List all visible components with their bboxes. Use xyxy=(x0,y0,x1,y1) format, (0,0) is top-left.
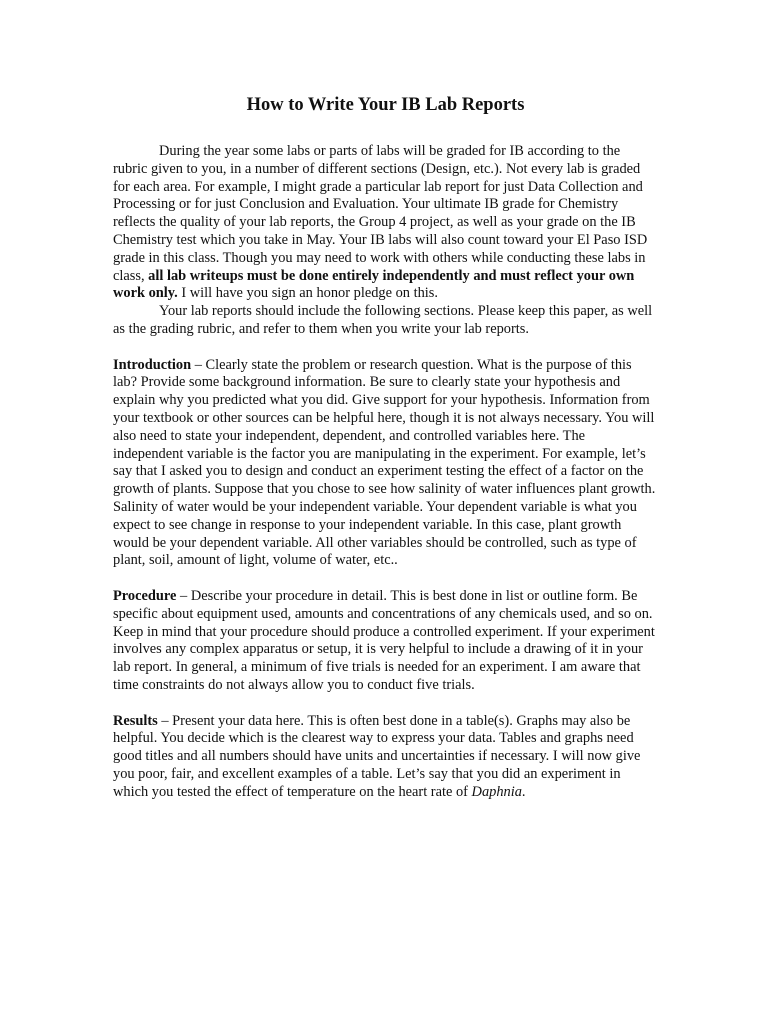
section-body-results: – Present your data here. This is often best done in a table(s). Graphs may also be helpful. You decide which is the clearest way to express your data. Tables and graphs need good titles and all numbers should have units and uncertainties if necessary. I will now give you poor, fair, and excellent examples of a table. Let’s say that you did an experiment in which you tested the effect of temperature on the heart rate of xyxy=(113,712,641,800)
section-heading-introduction: Introduction xyxy=(113,356,192,373)
intro-text-before-bold: During the year some labs or parts of labs will be graded for IB according to the rubric given to you, in a number of different sections (Design, etc.). Not every lab is graded for each area. For example, I might grade a particular lab report for just Data Collection and Processing or for just Conclusion and Evaluation. Your ultimate IB grade for Chemistry reflects the quality of your lab reports, the Group 4 project, as well as your grade on the IB Chemistry test which you take in May. Your IB labs will also count toward your El Paso ISD grade in this class. Though you may need to work with others while conducting these labs in class, xyxy=(113,143,648,284)
section-heading-results: Results xyxy=(113,712,158,729)
intro-text-after-bold: I will have you sign an honor pledge on this. xyxy=(177,285,438,302)
section-heading-procedure: Procedure xyxy=(113,587,177,604)
intro-paragraph-2: Your lab reports should include the following sections. Please keep this paper, as well as the grading rubric, and refer to them when you write your lab reports. xyxy=(113,303,653,337)
document-title: How to Write Your IB Lab Reports xyxy=(246,95,525,115)
section-introduction xyxy=(113,357,658,571)
intro-bold-statement: all lab writeups must be done entirely independently and must reflect your own work only. xyxy=(113,267,635,302)
results-end-punctuation: . xyxy=(521,783,526,800)
section-procedure xyxy=(113,588,658,695)
section-body-procedure: – Describe your procedure in detail. This is best done in list or outline form. Be specific about equipment used, amounts and concentrations of any chemicals used, and so on. Keep in mind that your procedure should produce a controlled experiment. If your experiment involves any complex apparatus or setup, it is very helpful to include a drawing of it in your lab report. In general, a minimum of five trials is needed for an experiment. I am aware that time constraints do not always allow you to conduct five trials. xyxy=(113,587,655,693)
section-results xyxy=(113,713,658,802)
intro-paragraph-1 xyxy=(113,143,658,303)
results-italic-term: Daphnia xyxy=(471,783,522,800)
section-body-introduction: – Clearly state the problem or research question. What is the purpose of this lab? Provide some background information. Be sure to clearly state your hypothesis and explain why you predicted what you did. Give support for your hypothesis. Information from your textbook or other sources can be helpful here, though it is not always necessary. You will also need to state your independent, dependent, and controlled variables here. The independent variable is the factor you are manipulating in the experiment. For example, let’s say that I asked you to design and conduct an experiment testing the effect of a factor on the growth of plants. Suppose that you chose to see how salinity of water influences plant growth. Salinity of water would be your independent variable. Your dependent variable is what you expect to see change in response to your independent variable. In this case, plant growth would be your dependent variable. All other variables should be controlled, such as type of plant, soil, amount of light, volume of water, etc.. xyxy=(113,356,656,569)
document-page xyxy=(113,94,658,801)
